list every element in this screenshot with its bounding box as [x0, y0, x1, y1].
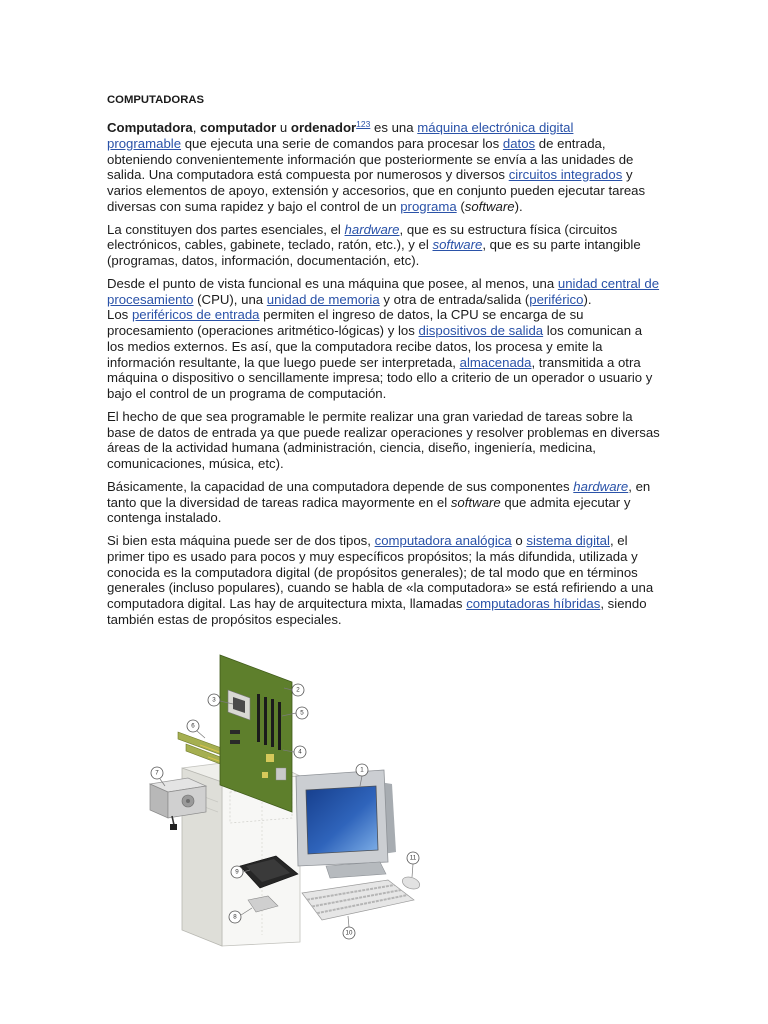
text-run: obteniendo convenientemente información que posteriormente se envía a las unidades de [107, 151, 634, 167]
text-line [107, 596, 660, 612]
text-line [107, 440, 660, 456]
callout-expansion-cards [187, 720, 199, 732]
text-run: y [622, 167, 633, 183]
text-run: El hecho de que sea programable le permite realizar una gran variedad de tareas sobre la [107, 408, 633, 424]
text-line [107, 253, 660, 269]
text-line [107, 355, 660, 371]
text-run: , que es su estructura física (circuitos [399, 221, 618, 237]
svg-text:4: 4 [298, 748, 302, 756]
text-run: generales (incluso populares), cuando se habla de «la computadora» se está refiriendo a una [107, 580, 654, 596]
text-run: Los [107, 307, 132, 323]
link-dispositivos-de-salida[interactable]: dispositivos de salida [418, 323, 544, 338]
text-run: áreas de la actividad humana (administración, ciencia, diseño, ingeniería, medicina, [107, 440, 596, 456]
text-line [107, 386, 660, 402]
computer-exploded-diagram [140, 640, 440, 952]
text-run: procesamiento (operaciones aritmético-lógicas) y los [107, 323, 419, 338]
text-line [107, 495, 660, 511]
paragraph-1 [107, 120, 660, 215]
text-run: los medios externos. Es así, que la computadora recibe datos, los procesa y emite la [107, 338, 603, 354]
text-line [107, 580, 660, 596]
callout-motherboard [292, 684, 304, 696]
text-run: ). [514, 198, 523, 214]
svg-text:5: 5 [300, 709, 304, 717]
article-body [107, 120, 660, 635]
text-run: tanto que la diversidad de tareas radica mayormente en el [107, 494, 451, 510]
paragraph-5 [107, 479, 660, 526]
diagram-svg [140, 640, 440, 952]
callout-keyboard [343, 927, 355, 939]
svg-text:2: 2 [296, 686, 300, 694]
link-software[interactable]: software [432, 237, 483, 253]
text-line [107, 456, 660, 472]
text-line [107, 323, 660, 339]
callout-hard-disk [231, 866, 243, 878]
text-run: Desde el punto de vista funcional es una máquina que posee, al menos, una [107, 275, 558, 291]
text-run: información resultante, la que luego puede ser interpretada, [107, 354, 460, 370]
link-circuitos-integrados[interactable]: circuitos integrados [508, 167, 623, 183]
text-line [107, 199, 660, 215]
link-procesamiento[interactable]: procesamiento [107, 291, 194, 307]
mouse [401, 875, 422, 891]
text-run: (CPU), una [193, 291, 267, 307]
text-line [107, 510, 660, 526]
text-run: que admita ejecutar y [500, 494, 631, 510]
text-run: computadora digital. Las hay de arquitectura mixta, llamadas [107, 596, 467, 611]
link-hardware[interactable]: hardware [344, 221, 400, 237]
text-run: , siendo [600, 596, 647, 611]
svg-text:7: 7 [155, 769, 159, 777]
text-line [107, 222, 660, 238]
callout-mouse [407, 852, 419, 864]
paragraph-6 [107, 533, 660, 628]
text-line [107, 237, 660, 253]
link-unidad-de-memoria[interactable]: unidad de memoria [266, 291, 380, 307]
italic-term: software [464, 198, 515, 214]
link-programable[interactable]: programable [107, 135, 182, 151]
link-sistema-digital[interactable]: sistema digital [526, 533, 610, 548]
svg-text:8: 8 [233, 913, 237, 921]
text-line [107, 183, 660, 199]
text-line [107, 549, 660, 565]
crt-monitor [296, 770, 396, 878]
text-line [107, 425, 660, 441]
text-run: , transmitida a otra [531, 354, 641, 370]
text-run: electrónicos, cables, gabinete, teclado, ratón, etc.), y el [107, 237, 433, 253]
link-hardware[interactable]: hardware [573, 478, 629, 494]
link-computadoras-hibridas[interactable]: computadoras híbridas [466, 596, 601, 611]
text-run: , que es su parte intangible [482, 237, 641, 253]
text-run: conocida es la computadora digital (de propósitos generales); de tal modo que en términos [107, 564, 638, 580]
text-run: y otra de entrada/salida ( [379, 291, 530, 307]
text-run: base de datos de entrada ya que puede realizar operaciones y resolver problemas en diversas [107, 424, 660, 440]
link-almacenada[interactable]: almacenada [459, 354, 532, 370]
paragraph-2 [107, 222, 660, 269]
callout-cpu [208, 694, 220, 706]
svg-text:9: 9 [235, 868, 239, 876]
italic-term: software [450, 494, 501, 510]
text-run: varios elementos de apoyo, extensión y accesorios, que en conjunto pueden ejecutar tareas [107, 183, 646, 198]
svg-text:3: 3 [212, 696, 216, 704]
link-maquina-electronica-digital[interactable]: máquina electrónica digital [417, 120, 574, 135]
bold-term: ordenador [290, 120, 357, 135]
text-line [107, 276, 660, 292]
text-line [107, 565, 660, 581]
text-run: o [511, 533, 527, 548]
link-datos[interactable]: datos [502, 135, 536, 151]
callout-monitor [356, 764, 368, 776]
callout-sockets [294, 746, 306, 758]
text-line [107, 307, 660, 323]
text-run: ( [456, 198, 465, 214]
text-line [107, 292, 660, 308]
text-run: , el [609, 533, 628, 548]
link-programa[interactable]: programa [400, 198, 457, 214]
text-line [107, 533, 660, 549]
text-line [107, 152, 660, 168]
text-run: diversas con suma rapidez y bajo el control de un [107, 198, 401, 214]
text-run: contenga instalado. [107, 510, 222, 526]
callout-power-supply [151, 767, 163, 779]
svg-text:10: 10 [345, 929, 353, 937]
text-line [107, 167, 660, 183]
text-run: (programas, datos, información, documentación, etc). [107, 253, 420, 268]
callout-optical-drive [229, 911, 241, 923]
text-line [107, 136, 660, 152]
text-line [107, 370, 660, 386]
text-run: que ejecuta una serie de comandos para procesar los [181, 135, 503, 151]
svg-text:1: 1 [360, 766, 364, 774]
text-run: , en [628, 478, 651, 494]
bold-term: Computadora [107, 120, 193, 135]
text-run: de entrada, [535, 135, 606, 151]
text-run: Básicamente, la capacidad de una computadora depende de sus componentes [107, 478, 574, 494]
text-run: los comunican a [543, 323, 643, 338]
text-line [107, 409, 660, 425]
paragraph-3 [107, 276, 660, 402]
text-run: bajo el control de un programa de computación. [107, 386, 387, 401]
svg-text:11: 11 [409, 854, 417, 862]
callout-ram [296, 707, 308, 719]
link-computadora-analogica[interactable]: computadora analógica [374, 533, 512, 548]
motherboard [220, 655, 292, 812]
link-periferico[interactable]: periférico [529, 291, 584, 307]
text-line [107, 339, 660, 355]
link-perifericos-de-entrada[interactable]: periféricos de entrada [131, 307, 260, 323]
text-line [107, 612, 660, 628]
text-line [107, 120, 660, 136]
text-run: , [192, 120, 201, 135]
page-title: COMPUTADORAS [107, 94, 205, 106]
keyboard [302, 880, 414, 920]
text-run: salida. Una computadora está compuesta por numerosos y diversos [107, 167, 509, 183]
paragraph-4 [107, 409, 660, 472]
text-run: Si bien esta máquina puede ser de dos tipos, [107, 533, 375, 548]
text-run: ). [583, 291, 592, 307]
svg-text:6: 6 [191, 722, 195, 730]
bold-term: computador [200, 120, 277, 135]
text-run: La constituyen dos partes esenciales, el [107, 221, 345, 237]
reference-link[interactable]: 123 [356, 119, 371, 129]
text-run: también estas de propósitos especiales. [107, 611, 342, 627]
text-run: permiten el ingreso de datos, la CPU se encarga de su [259, 307, 584, 323]
text-run: es una [370, 120, 418, 135]
text-run: máquina o dispositivo o sencillamente impresa; todo ello a criterio de un operador o usuario y [107, 370, 653, 386]
link-unidad-central-de[interactable]: unidad central de [557, 275, 660, 291]
text-run: primer tipo es usado para pocos y muy específicos propósitos; la más difundida, utilizada y [107, 548, 638, 564]
text-run: comunicaciones, música, etc). [107, 456, 284, 471]
text-line [107, 479, 660, 495]
text-run: u [276, 120, 291, 135]
